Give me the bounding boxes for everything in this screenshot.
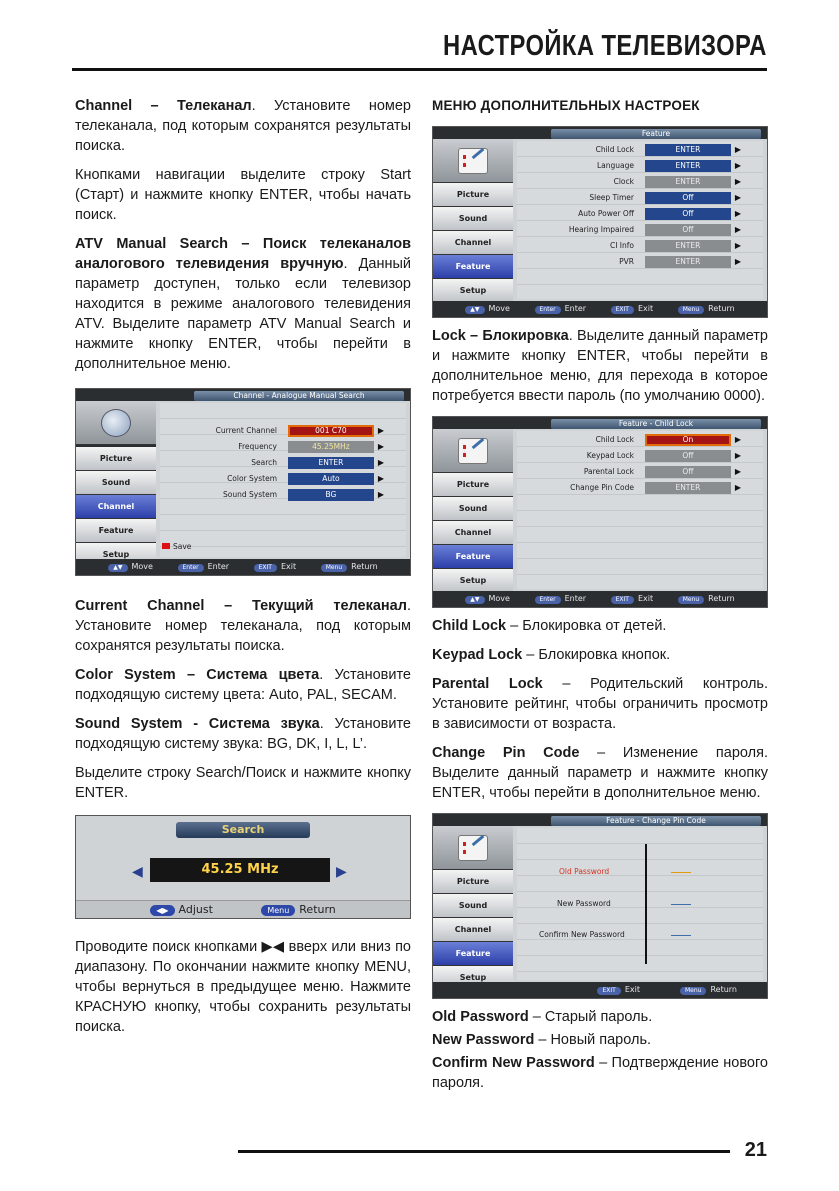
- menu-item-channel[interactable]: Channel: [433, 918, 513, 942]
- paragraph-sound-system: Sound System - Система звука. Установите подходящую систему звука: BG, DK, I, L, L’.: [75, 716, 411, 752]
- setting-row[interactable]: Sound System BG ▶: [160, 488, 406, 502]
- setting-row[interactable]: Clock ENTER ▶: [517, 175, 763, 189]
- key-hints-bar: ▲▼ Move Enter Enter EXIT Exit Menu Return: [76, 559, 410, 575]
- menu-item-setup[interactable]: Setup: [433, 569, 513, 593]
- key-hints-bar: ▲▼ Move Enter Enter EXIT Exit Menu Return: [433, 591, 767, 607]
- setting-row[interactable]: Hearing Impaired Off ▶: [517, 223, 763, 237]
- paragraph-current-channel: Current Channel – Текущий телеканал. Установите номер телеканала, под которым сохранятся результаты поиска.: [75, 598, 411, 654]
- arrow-right-icon: ▶: [734, 483, 742, 492]
- key-hints-bar: EXIT Exit Menu Return: [433, 982, 767, 998]
- menu-item-picture[interactable]: Picture: [76, 447, 156, 471]
- page-title: НАСТРОЙКА ТЕЛЕВИЗОРА: [443, 30, 767, 62]
- arrow-right-icon: ▶: [336, 864, 347, 880]
- checklist-icon: [433, 826, 513, 870]
- arrow-right-icon: ▶: [734, 467, 742, 476]
- screen-title: Feature - Child Lock: [551, 419, 761, 429]
- setting-row[interactable]: Child Lock ENTER ▶: [517, 143, 763, 157]
- arrow-right-icon: ▶: [734, 193, 742, 202]
- menu-item-feature[interactable]: Feature: [433, 545, 513, 569]
- paragraph-confirm-password: Confirm New Password – Подтверждение нового пароля.: [432, 1055, 768, 1091]
- paragraph-search: Выделите строку Search/Поиск и нажмите кнопку ENTER.: [75, 765, 411, 801]
- arrow-right-icon: ▶: [734, 241, 742, 250]
- confirm-password-field[interactable]: [671, 935, 691, 936]
- setting-row[interactable]: Sleep Timer Off ▶: [517, 191, 763, 205]
- right-column: [432, 96, 768, 1102]
- checklist-icon: [433, 429, 513, 473]
- red-key-icon: [162, 543, 170, 549]
- menu-item-sound[interactable]: Sound: [433, 497, 513, 521]
- screen-title: Feature - Change Pin Code: [551, 816, 761, 826]
- old-password-label[interactable]: Old Password: [559, 867, 610, 876]
- arrow-right-icon: ▶: [377, 458, 385, 467]
- menu-item-picture[interactable]: Picture: [433, 870, 513, 894]
- menu-item-feature[interactable]: Feature: [433, 255, 513, 279]
- arrow-right-icon: ▶: [734, 451, 742, 460]
- search-title: Search: [176, 822, 310, 838]
- menu-item-channel[interactable]: Channel: [433, 521, 513, 545]
- menu-item-feature[interactable]: Feature: [433, 942, 513, 966]
- old-password-field[interactable]: [671, 872, 691, 873]
- new-password-label[interactable]: New Password: [557, 899, 611, 908]
- menu-item-picture[interactable]: Picture: [433, 473, 513, 497]
- menu-item-channel[interactable]: Channel: [433, 231, 513, 255]
- save-hint: Save: [162, 537, 191, 557]
- paragraph-new-password: New Password – Новый пароль.: [432, 1032, 652, 1048]
- menu-item-picture[interactable]: Picture: [433, 183, 513, 207]
- paragraph-start: Кнопками навигации выделите строку Start (Старт) и нажмите кнопку ENTER, чтобы начать поиск.: [75, 167, 411, 223]
- setting-row[interactable]: Language ENTER ▶: [517, 159, 763, 173]
- paragraph-parental-lock: Parental Lock – Родительский контроль. Установите рейтинг, чтобы ограничить просмотр в зависимости от возраста.: [432, 676, 769, 732]
- menu-item-feature[interactable]: Feature: [76, 519, 156, 543]
- arrow-right-icon: ▶: [734, 225, 742, 234]
- arrow-right-icon: ▶: [377, 490, 385, 499]
- tv-screen-search: [75, 815, 411, 919]
- menu-item-sound[interactable]: Sound: [433, 207, 513, 231]
- menu-item-setup[interactable]: Setup: [433, 966, 513, 990]
- arrow-right-icon: ▶: [734, 145, 742, 154]
- arrow-right-icon: ▶: [734, 257, 742, 266]
- paragraph-search-instructions: Проводите поиск кнопками ▶◀ вверх или вниз по диапазону. По окончании нажмите кнопку MENU, чтобы вернуться в предыдущее меню. Нажмите КРАСНУЮ кнопку, чтобы сохранить результаты поиска.: [75, 939, 411, 1035]
- satellite-dish-icon: [76, 401, 156, 445]
- tv-screen-child-lock: [432, 416, 768, 608]
- menu-item-setup[interactable]: Setup: [433, 279, 513, 303]
- setting-row[interactable]: PVR ENTER ▶: [517, 255, 763, 269]
- paragraph-keypad-lock: Keypad Lock – Блокировка кнопок.: [432, 647, 671, 663]
- setting-row[interactable]: Keypad Lock Off ▶: [517, 449, 763, 463]
- tv-screen-channel-manual-search: [75, 388, 411, 576]
- setting-row[interactable]: Search ENTER ▶: [160, 456, 406, 470]
- paragraph-old-password: Old Password – Старый пароль.: [432, 1009, 653, 1025]
- setting-row[interactable]: CI Info ENTER ▶: [517, 239, 763, 253]
- paragraph-child-lock: Child Lock – Блокировка от детей.: [432, 618, 667, 634]
- key-hints-bar: ▲▼ Move Enter Enter EXIT Exit Menu Return: [433, 301, 767, 317]
- frequency-display: 45.25 MHz: [150, 858, 330, 882]
- paragraph-atv-manual-search: ATV Manual Search – Поиск телеканалов аналогового телевидения вручную. Данный параметр доступен, только если телевизор находится в режиме аналогового телевидения ATV. Выделите параметр ATV Manual Search и нажмите кнопку ENTER, чтобы перейти в дополнительное меню.: [75, 236, 411, 372]
- footer-rule: [238, 1150, 730, 1153]
- tv-screen-change-pin: [432, 813, 768, 999]
- arrow-right-icon: ▶: [377, 442, 385, 451]
- arrow-left-icon: ◀: [132, 864, 143, 880]
- arrow-right-icon: ▶: [734, 161, 742, 170]
- setting-row[interactable]: Color System Auto ▶: [160, 472, 406, 486]
- page-number: 21: [744, 1139, 767, 1161]
- tv-screen-feature: [432, 126, 768, 318]
- screen-title: Feature: [551, 129, 761, 139]
- arrow-right-icon: ▶: [734, 435, 742, 444]
- new-password-field[interactable]: [671, 904, 691, 905]
- confirm-password-label[interactable]: Confirm New Password: [539, 930, 625, 939]
- setting-row[interactable]: Frequency 45.25MHz ▶: [160, 440, 406, 454]
- paragraph-channel: Channel – Телеканал. Установите номер телеканала, под которым сохранятся результаты поиска.: [75, 98, 411, 154]
- setting-row[interactable]: Auto Power Off Off ▶: [517, 207, 763, 221]
- menu-item-sound[interactable]: Sound: [433, 894, 513, 918]
- menu-item-setup[interactable]: Setup: [76, 543, 156, 567]
- paragraph-change-pin: Change Pin Code – Изменение пароля. Выделите данный параметр и нажмите кнопку ENTER, чтобы перейти в дополнительное меню.: [432, 745, 768, 801]
- arrow-right-icon: ▶: [734, 177, 742, 186]
- setting-row[interactable]: Change Pin Code ENTER ▶: [517, 481, 763, 495]
- arrow-right-icon: ▶: [734, 209, 742, 218]
- section-heading: МЕНЮ ДОПОЛНИТЕЛЬНЫХ НАСТРОЕК: [432, 98, 700, 113]
- menu-item-channel[interactable]: Channel: [76, 495, 156, 519]
- paragraph-lock: Lock – Блокировка. Выделите данный параметр и нажмите кнопку ENTER, чтобы перейти в дополнительное меню, для перехода в которое потребуется ввести пароль (по умолчанию 0000).: [432, 328, 769, 404]
- screen-title: Channel - Analogue Manual Search: [194, 391, 404, 401]
- setting-row[interactable]: Child Lock On ▶: [517, 433, 763, 447]
- header-rule: [72, 68, 767, 71]
- arrow-right-icon: ▶: [377, 474, 385, 483]
- checklist-icon: [433, 139, 513, 183]
- arrow-right-icon: ▶: [377, 426, 385, 435]
- left-column: [75, 96, 411, 1046]
- key-hints-bar: ◀▶ Adjust Menu Return: [76, 900, 410, 918]
- menu-item-sound[interactable]: Sound: [76, 471, 156, 495]
- setting-row[interactable]: Current Channel 001 C70 ▶: [160, 424, 406, 438]
- setting-row[interactable]: Parental Lock Off ▶: [517, 465, 763, 479]
- paragraph-color-system: Color System – Система цвета. Установите подходящую систему цвета: Auto, PAL, SECAM.: [75, 667, 411, 703]
